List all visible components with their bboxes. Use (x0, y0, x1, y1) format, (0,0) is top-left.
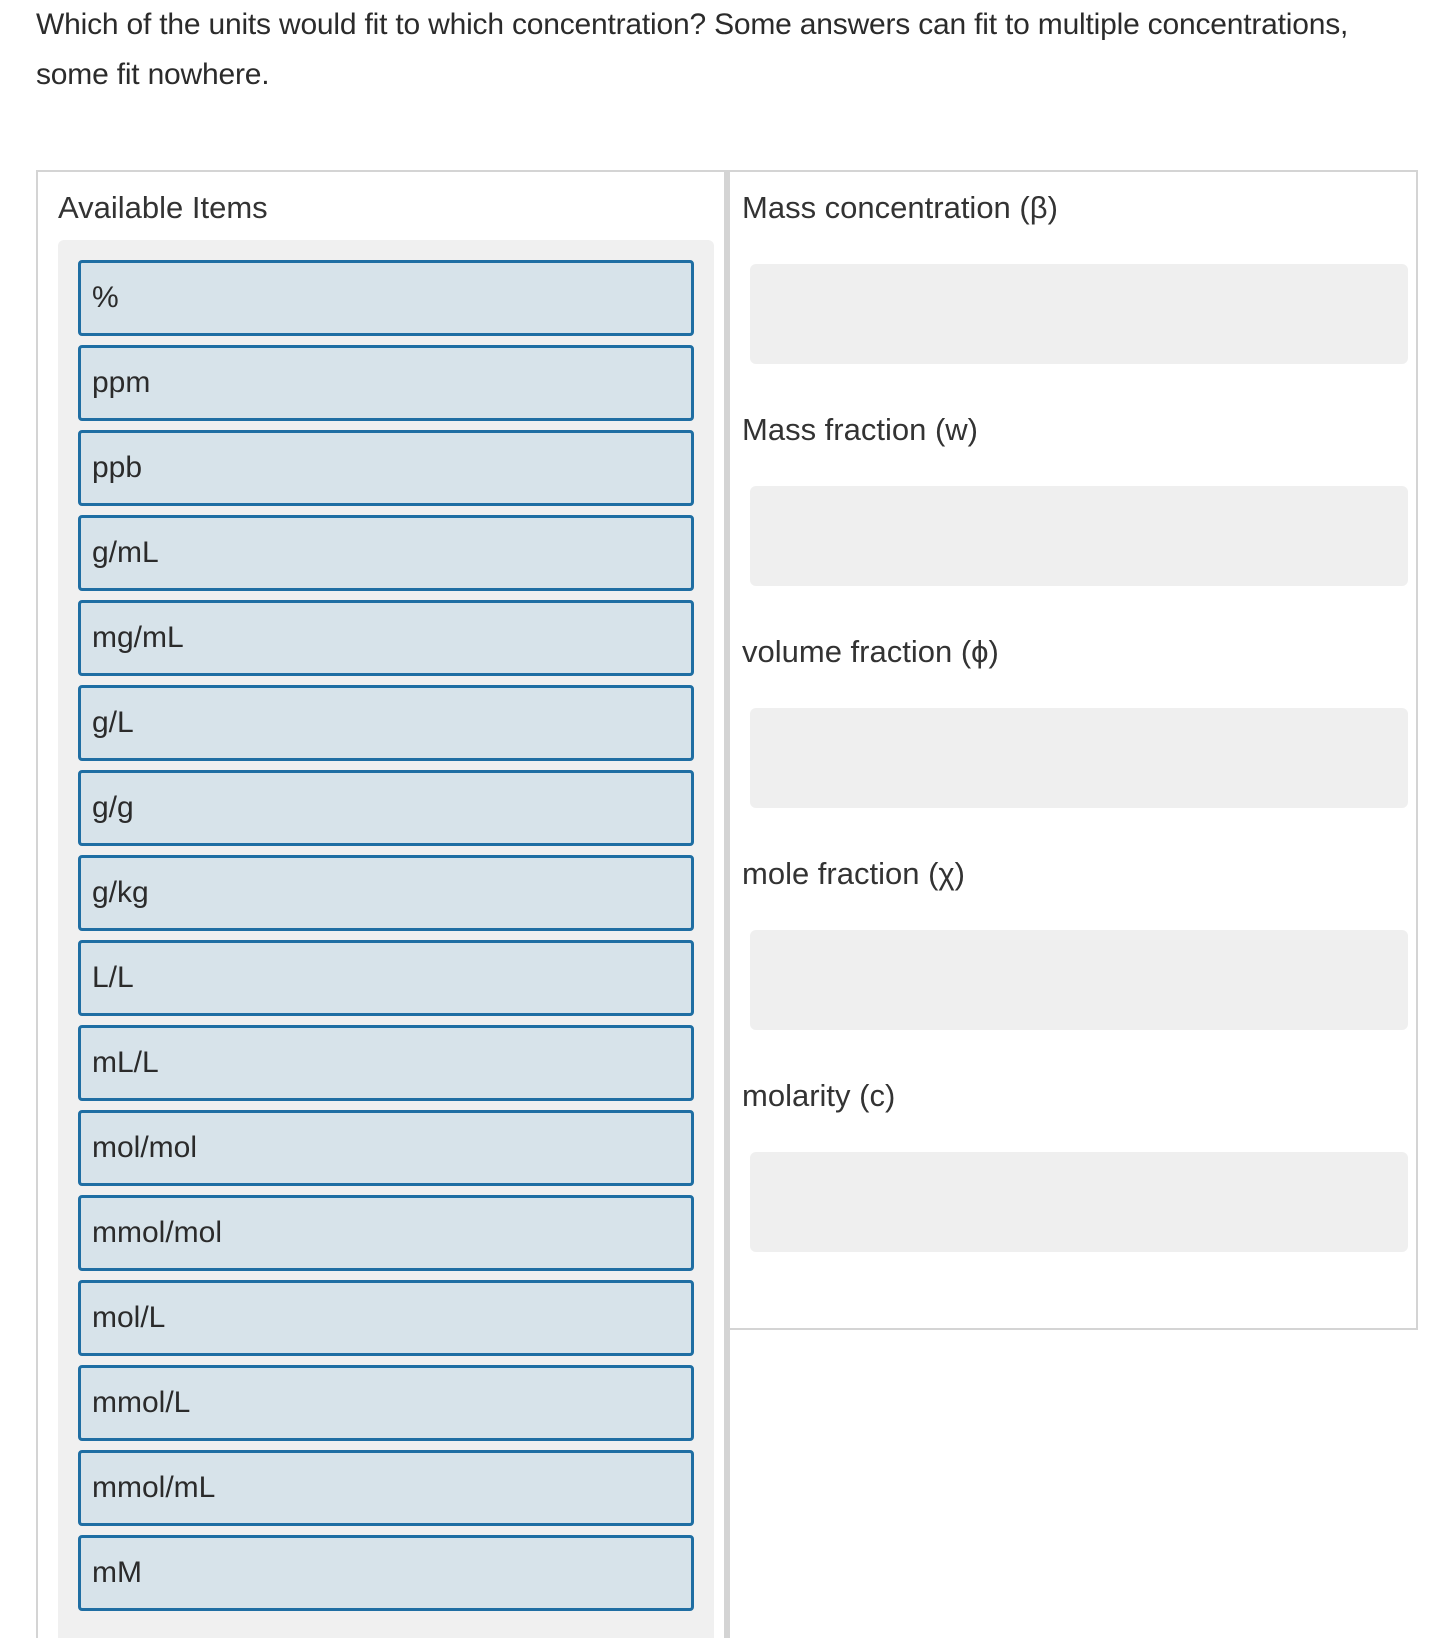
category-label: molarity (c) (742, 1078, 896, 1113)
draggable-item[interactable]: g/L (78, 685, 694, 761)
category-mass-fraction (730, 394, 1416, 624)
panel-divider (726, 1330, 730, 1638)
draggable-item[interactable]: mmol/L (78, 1365, 694, 1441)
draggable-item[interactable]: mol/mol (78, 1110, 694, 1186)
draggable-item[interactable]: L/L (78, 940, 694, 1016)
dropzone-molarity[interactable] (750, 1152, 1408, 1252)
category-mole-fraction (730, 838, 1416, 1068)
draggable-item[interactable]: % (78, 260, 694, 336)
category-volume-fraction (730, 616, 1416, 846)
draggable-item[interactable]: mol/L (78, 1280, 694, 1356)
draggable-item[interactable]: g/mL (78, 515, 694, 591)
draggable-item[interactable]: mmol/mL (78, 1450, 694, 1526)
dropzone-mole-fraction[interactable] (750, 930, 1408, 1030)
draggable-item[interactable]: mmol/mol (78, 1195, 694, 1271)
draggable-item[interactable]: g/g (78, 770, 694, 846)
category-label: mole fraction (χ) (742, 856, 965, 891)
question-line-1: Which of the units would fit to which concentration? Some answers can fit to multiple concentrations, (36, 8, 1349, 41)
draggable-item[interactable]: g/kg (78, 855, 694, 931)
available-items-list[interactable] (58, 240, 714, 1638)
available-items-panel (36, 170, 726, 1638)
draggable-item[interactable]: ppm (78, 345, 694, 421)
category-label: Mass fraction (w) (742, 412, 978, 447)
dropzone-mass-fraction[interactable] (750, 486, 1408, 586)
draggable-item[interactable]: mL/L (78, 1025, 694, 1101)
dropzone-volume-fraction[interactable] (750, 708, 1408, 808)
draggable-item[interactable]: mM (78, 1535, 694, 1611)
question-text (36, 0, 1446, 100)
target-categories-panel (726, 170, 1418, 1330)
category-label: Mass concentration (β) (742, 190, 1058, 225)
drag-and-drop-matching (36, 170, 1418, 1638)
dropzone-mass-concentration[interactable] (750, 264, 1408, 364)
question-line-2: some fit nowhere. (36, 58, 270, 91)
draggable-item[interactable]: mg/mL (78, 600, 694, 676)
draggable-item[interactable]: ppb (78, 430, 694, 506)
category-label: volume fraction (ϕ) (742, 634, 999, 669)
available-items-heading: Available Items (58, 190, 268, 225)
category-mass-concentration (730, 172, 1416, 402)
category-molarity (730, 1060, 1416, 1290)
